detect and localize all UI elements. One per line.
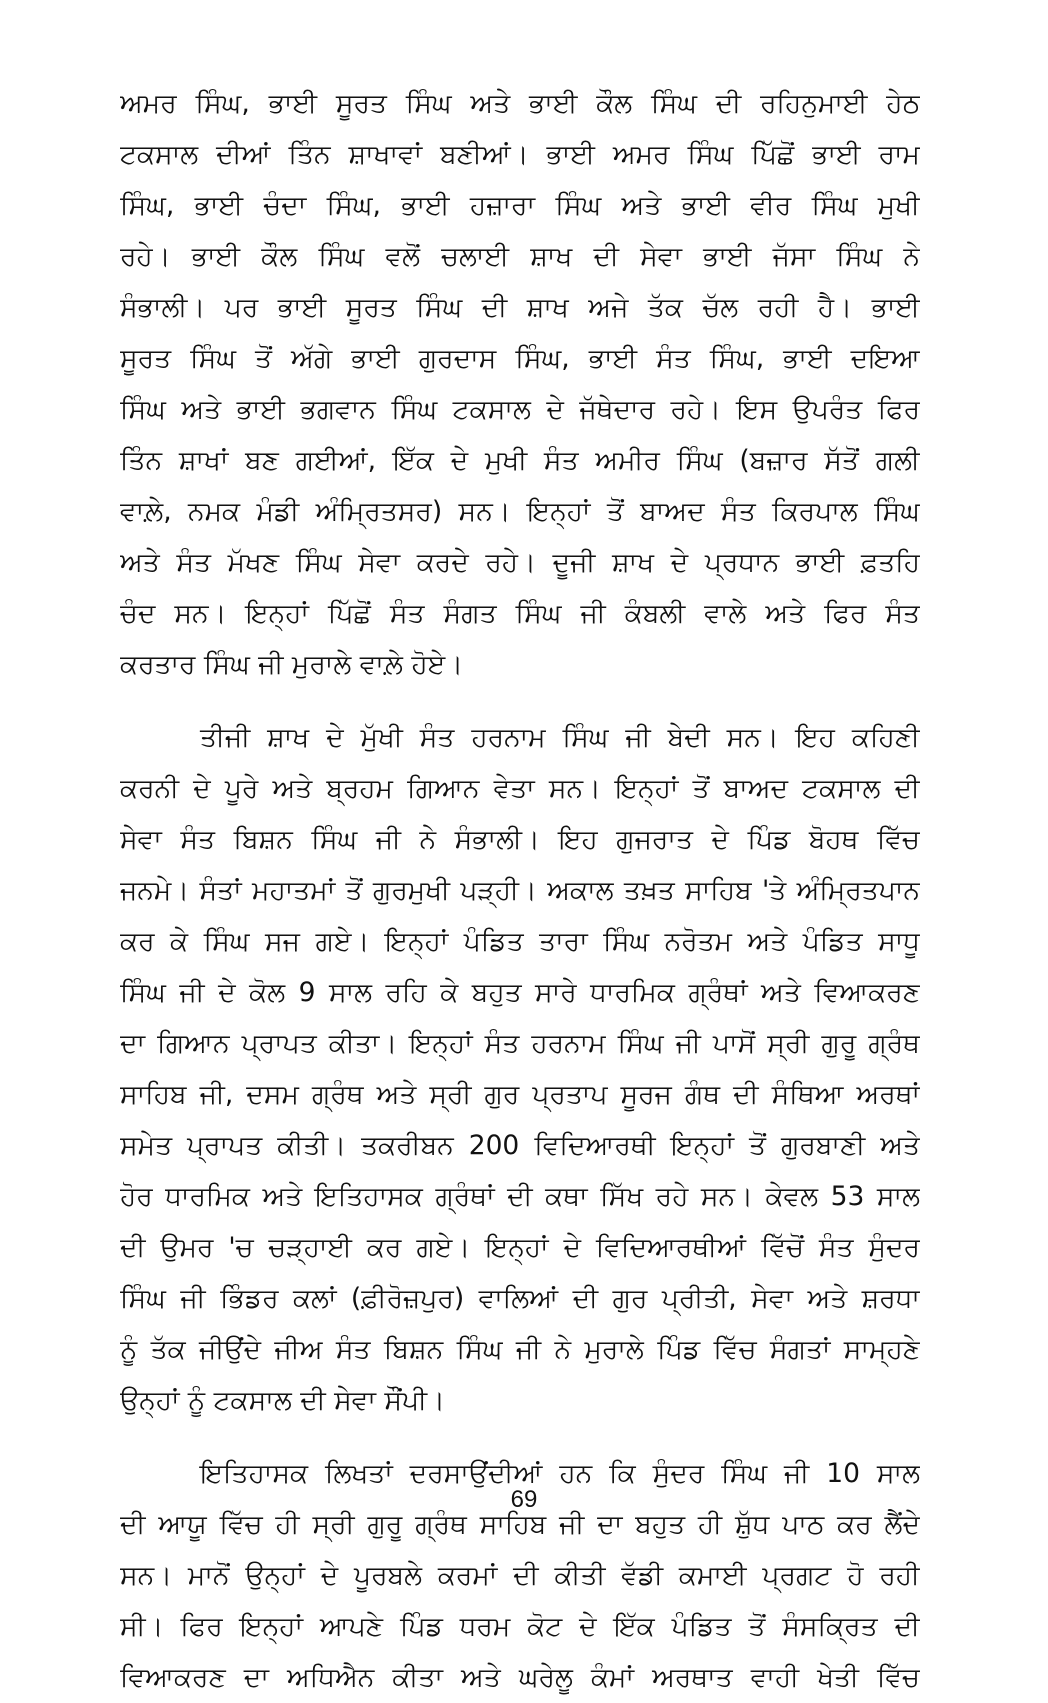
text-line: ਵਾਲ਼ੇ, ਨਮਕ ਮੰਡੀ ਅੰਮ੍ਰਿਤਸਰ) ਸਨ। ਇਨ੍ਹਾਂ ਤੋਂ ਬਾਅਦ ਸੰਤ ਕਿਰਪਾਲ ਸਿੰਘ xyxy=(120,496,920,527)
text-line: ਹੋਰ ਧਾਰਮਿਕ ਅਤੇ ਇਤਿਹਾਸਕ ਗ੍ਰੰਥਾਂ ਦੀ ਕਥਾ ਸਿੱਖ ਰਹੇ ਸਨ। ਕੇਵਲ 53 ਸਾਲ xyxy=(120,1181,920,1212)
text-line: ਅਤੇ ਸੰਤ ਮੱਖਣ ਸਿੰਘ ਸੇਵਾ ਕਰਦੇ ਰਹੇ। ਦੂਜੀ ਸ਼ਾਖ ਦੇ ਪ੍ਰਧਾਨ ਭਾਈ ਫ਼ਤਹਿ xyxy=(120,547,920,578)
text-line: ਅਮਰ ਸਿੰਘ, ਭਾਈ ਸੂਰਤ ਸਿੰਘ ਅਤੇ ਭਾਈ ਕੌਲ ਸਿੰਘ ਦੀ ਰਹਿਨੁਮਾਈ ਹੇਠ xyxy=(120,88,920,119)
text-line: ਸਿੰਘ ਜੀ ਭਿੰਡਰ ਕਲਾਂ (ਫ਼ੀਰੋਜ਼ਪੁਰ) ਵਾਲਿਆਂ ਦੀ ਗੁਰ ਪ੍ਰੀਤੀ, ਸੇਵਾ ਅਤੇ ਸ਼ਰਧਾ xyxy=(120,1283,920,1314)
paragraph-spacer xyxy=(120,690,920,712)
paragraph xyxy=(120,78,920,690)
text-line: ਸੀ। ਫਿਰ ਇਨ੍ਹਾਂ ਆਪਣੇ ਪਿੰਡ ਧਰਮ ਕੋਟ ਦੇ ਇੱਕ ਪੰਡਿਤ ਤੋਂ ਸੰਸਕ੍ਰਿਤ ਦੀ xyxy=(120,1611,920,1642)
text-line: ਦੀ ਉਮਰ 'ਚ ਚੜ੍ਹਾਈ ਕਰ ਗਏ। ਇਨ੍ਹਾਂ ਦੇ ਵਿਦਿਆਰਥੀਆਂ ਵਿੱਚੋਂ ਸੰਤ ਸੁੰਦਰ xyxy=(120,1232,920,1263)
text-line: ਨੂੰ ਤੱਕ ਜੀਉਂਦੇ ਜੀਅ ਸੰਤ ਬਿਸ਼ਨ ਸਿੰਘ ਜੀ ਨੇ ਮੁਰਾਲੇ ਪਿੰਡ ਵਿੱਚ ਸੰਗਤਾਂ ਸਾਮ੍ਹਣੇ xyxy=(120,1334,920,1365)
text-line: ਸੂਰਤ ਸਿੰਘ ਤੋਂ ਅੱਗੇ ਭਾਈ ਗੁਰਦਾਸ ਸਿੰਘ, ਭਾਈ ਸੰਤ ਸਿੰਘ, ਭਾਈ ਦਇਆ xyxy=(120,343,920,374)
text-line: ਕਰਨੀ ਦੇ ਪੂਰੇ ਅਤੇ ਬ੍ਰਹਮ ਗਿਆਨ ਵੇਤਾ ਸਨ। ਇਨ੍ਹਾਂ ਤੋਂ ਬਾਅਦ ਟਕਸਾਲ ਦੀ xyxy=(120,773,920,804)
text-line: ਸਾਹਿਬ ਜੀ, ਦਸਮ ਗ੍ਰੰਥ ਅਤੇ ਸ੍ਰੀ ਗੁਰ ਪ੍ਰਤਾਪ ਸੂਰਜ ਗੰਥ ਦੀ ਸੰਥਿਆ ਅਰਥਾਂ xyxy=(120,1079,920,1110)
page-number: 69 xyxy=(510,1486,538,1513)
text-line: ਸਿੰਘ ਅਤੇ ਭਾਈ ਭਗਵਾਨ ਸਿੰਘ ਟਕਸਾਲ ਦੇ ਜੱਥੇਦਾਰ ਰਹੇ। ਇਸ ਉਪਰੰਤ ਫਿਰ xyxy=(120,394,920,425)
text-line: ਸੇਵਾ ਸੰਤ ਬਿਸ਼ਨ ਸਿੰਘ ਜੀ ਨੇ ਸੰਭਾਲੀ। ਇਹ ਗੁਜਰਾਤ ਦੇ ਪਿੰਡ ਬੋਹਥ ਵਿੱਚ xyxy=(120,824,920,855)
text-line: ਸਨ। ਮਾਨੋਂ ਉਨ੍ਹਾਂ ਦੇ ਪੂਰਬਲੇ ਕਰਮਾਂ ਦੀ ਕੀਤੀ ਵੱਡੀ ਕਮਾਈ ਪ੍ਰਗਟ ਹੋ ਰਹੀ xyxy=(120,1560,920,1591)
text-line: ਉਨ੍ਹਾਂ ਨੂੰ ਟਕਸਾਲ ਦੀ ਸੇਵਾ ਸੌਂਪੀ। xyxy=(120,1385,445,1416)
text-line: ਕਰਤਾਰ ਸਿੰਘ ਜੀ ਮੁਰਾਲੇ ਵਾਲ਼ੇ ਹੋਏ। xyxy=(120,649,464,680)
text-line: ਸਮੇਤ ਪ੍ਰਾਪਤ ਕੀਤੀ। ਤਕਰੀਬਨ 200 ਵਿਦਿਆਰਥੀ ਇਨ੍ਹਾਂ ਤੋਂ ਗੁਰਬਾਣੀ ਅਤੇ xyxy=(120,1130,920,1161)
page-body xyxy=(120,78,920,1703)
text-line: ਟਕਸਾਲ ਦੀਆਂ ਤਿੰਨ ਸ਼ਾਖਾਵਾਂ ਬਣੀਆਂ। ਭਾਈ ਅਮਰ ਸਿੰਘ ਪਿੱਛੋਂ ਭਾਈ ਰਾਮ xyxy=(120,139,920,170)
text-line: ਦੀ ਆਯੂ ਵਿੱਚ ਹੀ ਸ੍ਰੀ ਗੁਰੂ ਗ੍ਰੰਥ ਸਾਹਿਬ ਜੀ ਦਾ ਬਹੁਤ ਹੀ ਸ਼ੁੱਧ ਪਾਠ ਕਰ ਲੈਂਦੇ xyxy=(120,1509,920,1540)
text-line: ਸਿੰਘ, ਭਾਈ ਚੰਦਾ ਸਿੰਘ, ਭਾਈ ਹਜ਼ਾਰਾ ਸਿੰਘ ਅਤੇ ਭਾਈ ਵੀਰ ਸਿੰਘ ਮੁਖੀ xyxy=(120,190,920,221)
paragraph-spacer xyxy=(120,1426,920,1448)
text-line: ਜਨਮੇ। ਸੰਤਾਂ ਮਹਾਤਮਾਂ ਤੋਂ ਗੁਰਮੁਖੀ ਪੜ੍ਹੀ। ਅਕਾਲ ਤਖ਼ਤ ਸਾਹਿਬ 'ਤੇ ਅੰਮ੍ਰਿਤਪਾਨ xyxy=(120,875,920,906)
text-line: ਵਿਆਕਰਣ ਦਾ ਅਧਿਐਨ ਕੀਤਾ ਅਤੇ ਘਰੇਲੂ ਕੰਮਾਂ ਅਰਥਾਤ ਵਾਹੀ ਖੇਤੀ ਵਿੱਚ xyxy=(120,1662,920,1693)
text-line: ਰਹੇ। ਭਾਈ ਕੌਲ ਸਿੰਘ ਵਲੋਂ ਚਲਾਈ ਸ਼ਾਖ ਦੀ ਸੇਵਾ ਭਾਈ ਜੱਸਾ ਸਿੰਘ ਨੇ xyxy=(120,241,920,272)
text-line: ਸਿੰਘ ਜੀ ਦੇ ਕੋਲ 9 ਸਾਲ ਰਹਿ ਕੇ ਬਹੁਤ ਸਾਰੇ ਧਾਰਮਿਕ ਗ੍ਰੰਥਾਂ ਅਤੇ ਵਿਆਕਰਣ xyxy=(120,977,920,1008)
text-line: ਤੀਜੀ ਸ਼ਾਖ ਦੇ ਮੁੱਖੀ ਸੰਤ ਹਰਨਾਮ ਸਿੰਘ ਜੀ ਬੇਦੀ ਸਨ। ਇਹ ਕਹਿਣੀ xyxy=(200,722,920,753)
paragraph xyxy=(120,712,920,1426)
text-line: ਕਰ ਕੇ ਸਿੰਘ ਸਜ ਗਏ। ਇਨ੍ਹਾਂ ਪੰਡਿਤ ਤਾਰਾ ਸਿੰਘ ਨਰੋਤਮ ਅਤੇ ਪੰਡਿਤ ਸਾਧੂ xyxy=(120,926,920,957)
text-line: ਤਿੰਨ ਸ਼ਾਖਾਂ ਬਣ ਗਈਆਂ, ਇੱਕ ਦੇ ਮੁਖੀ ਸੰਤ ਅਮੀਰ ਸਿੰਘ (ਬਜ਼ਾਰ ਸੱਤੋਂ ਗਲੀ xyxy=(120,445,920,476)
text-line: ਸੰਭਾਲੀ। ਪਰ ਭਾਈ ਸੂਰਤ ਸਿੰਘ ਦੀ ਸ਼ਾਖ ਅਜੇ ਤੱਕ ਚੱਲ ਰਹੀ ਹੈ। ਭਾਈ xyxy=(120,292,920,323)
text-line: ਦਾ ਗਿਆਨ ਪ੍ਰਾਪਤ ਕੀਤਾ। ਇਨ੍ਹਾਂ ਸੰਤ ਹਰਨਾਮ ਸਿੰਘ ਜੀ ਪਾਸੋਂ ਸ੍ਰੀ ਗੁਰੂ ਗ੍ਰੰਥ xyxy=(120,1028,920,1059)
text-line: ਇਤਿਹਾਸਕ ਲਿਖਤਾਂ ਦਰਸਾਉਂਦੀਆਂ ਹਨ ਕਿ ਸੁੰਦਰ ਸਿੰਘ ਜੀ 10 ਸਾਲ xyxy=(200,1458,920,1489)
text-line: ਚੰਦ ਸਨ। ਇਨ੍ਹਾਂ ਪਿੱਛੋਂ ਸੰਤ ਸੰਗਤ ਸਿੰਘ ਜੀ ਕੰਬਲੀ ਵਾਲੇ ਅਤੇ ਫਿਰ ਸੰਤ xyxy=(120,598,920,629)
